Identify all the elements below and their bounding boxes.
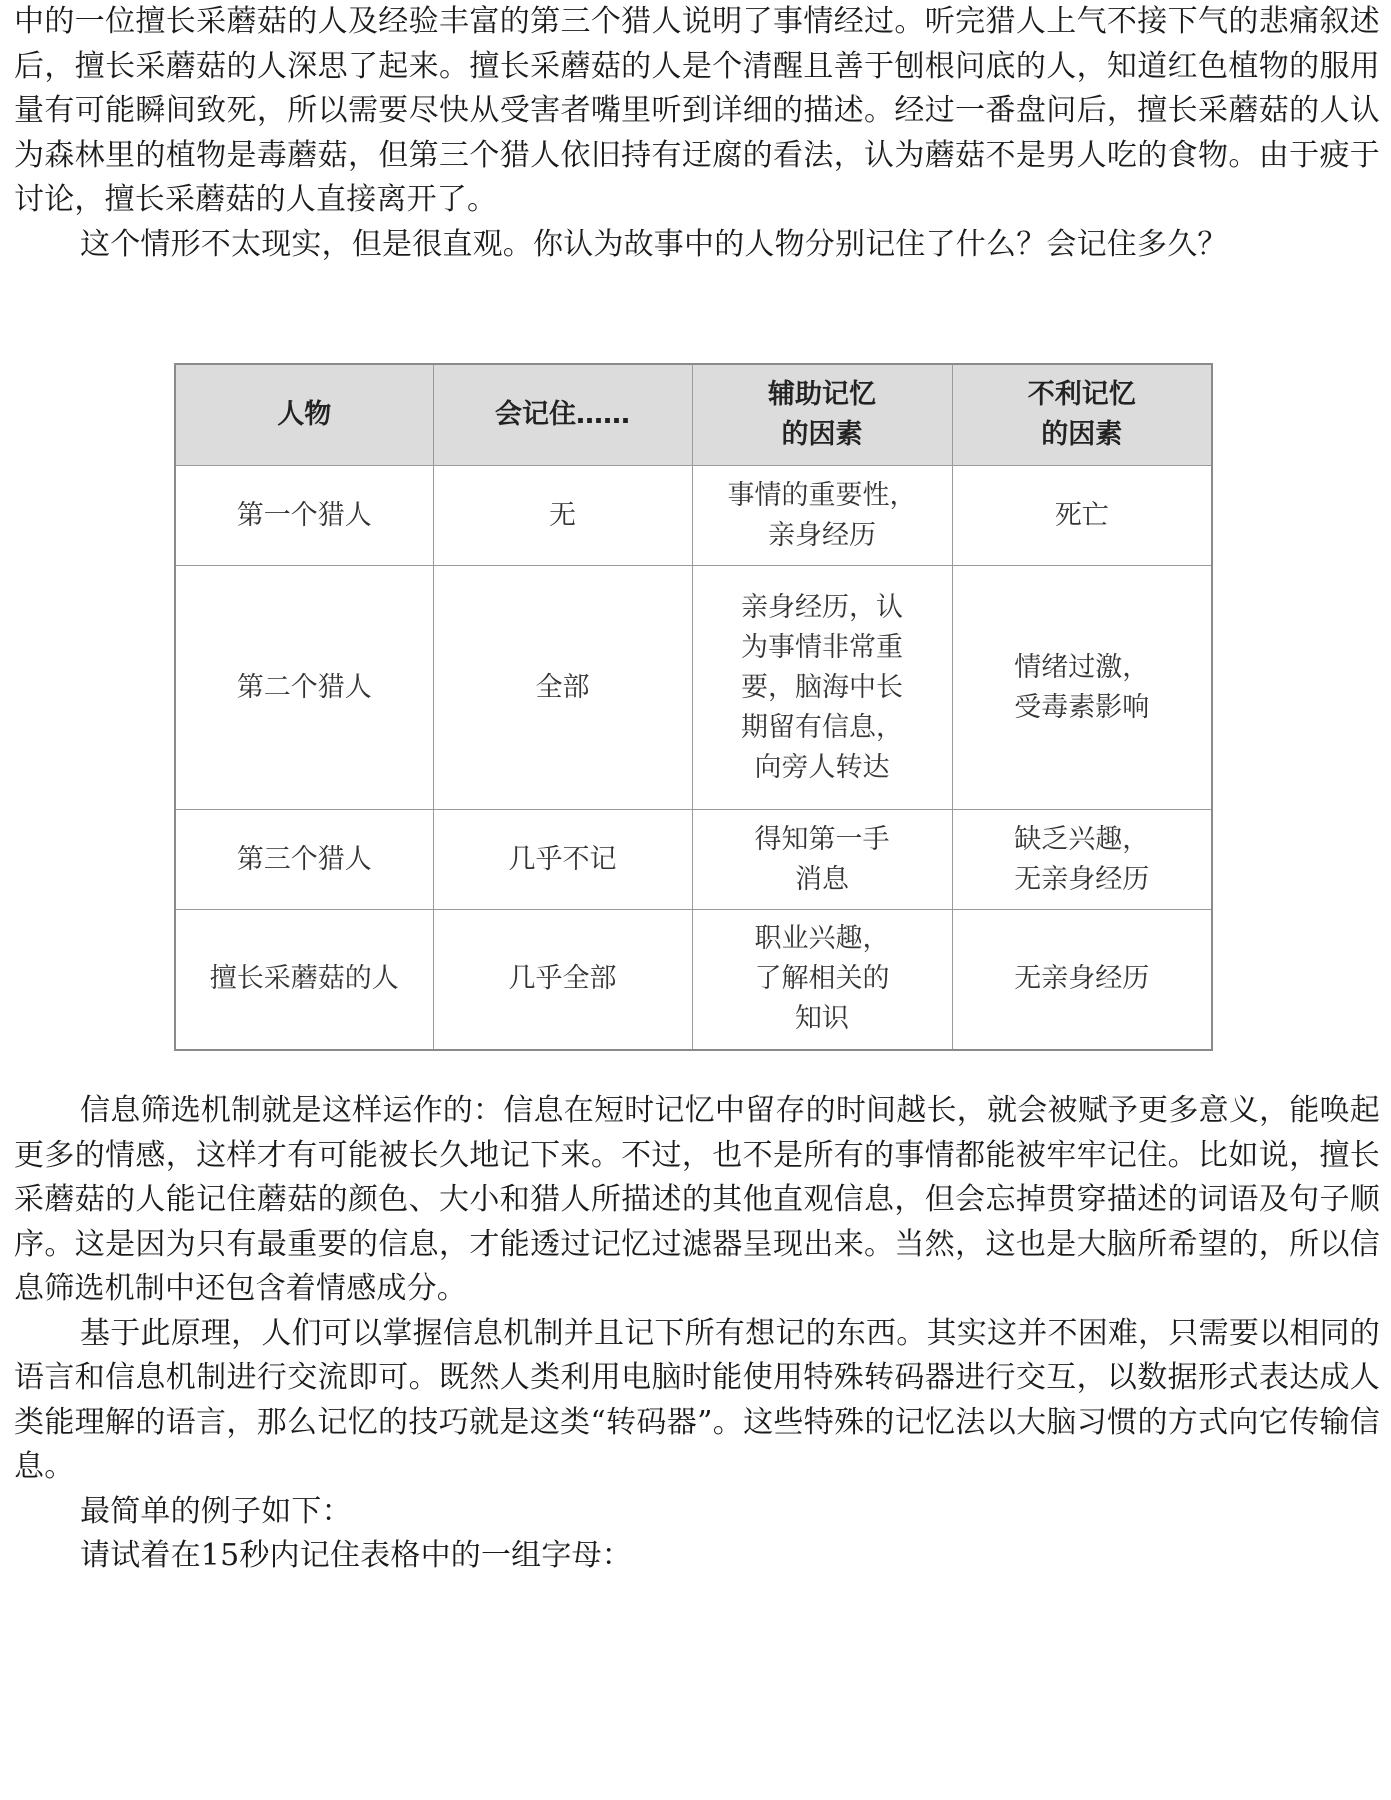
table-cell: 职业兴趣， 了解相关的 知识 bbox=[692, 910, 952, 1050]
table-cell: 全部 bbox=[433, 566, 692, 810]
table-cell: 无亲身经历 bbox=[952, 910, 1212, 1050]
table-cell: 第一个猎人 bbox=[175, 466, 433, 566]
table-cell: 亲身经历，认 为事情非常重 要，脑海中长 期留有信息， 向旁人转达 bbox=[692, 566, 952, 810]
table-row bbox=[175, 466, 1212, 566]
body-paragraph-4: 请试着在15秒内记住表格中的一组字母： bbox=[80, 1538, 632, 1573]
intro-text bbox=[14, 0, 1380, 267]
body-text bbox=[14, 1089, 1380, 1579]
header-harmful-factors: 不利记忆 的因素 bbox=[952, 364, 1212, 466]
table-cell: 几乎不记 bbox=[433, 810, 692, 910]
table-cell: 死亡 bbox=[952, 466, 1212, 566]
table-cell: 无 bbox=[433, 466, 692, 566]
header-character: 人物 bbox=[175, 364, 433, 466]
table-header-row bbox=[175, 364, 1212, 466]
table-cell: 几乎全部 bbox=[433, 910, 692, 1050]
header-remembers: 会记住…… bbox=[433, 364, 692, 466]
table-row bbox=[175, 910, 1212, 1050]
table-cell: 擅长采蘑菇的人 bbox=[175, 910, 433, 1050]
table-row bbox=[175, 810, 1212, 910]
table-cell: 情绪过激， 受毒素影响 bbox=[952, 566, 1212, 810]
table-cell: 事情的重要性， 亲身经历 bbox=[692, 466, 952, 566]
table-row bbox=[175, 566, 1212, 810]
table-cell: 得知第一手 消息 bbox=[692, 810, 952, 910]
intro-paragraph-1: 中的一位擅长采蘑菇的人及经验丰富的第三个猎人说明了事情经过。听完猎人上气不接下气的悲痛叙述后，擅长采蘑菇的人深思了起来。擅长采蘑菇的人是个清醒且善于刨根问底的人，知道红色植物的服用量有可能瞬间致死，所以需要尽快从受害者嘴里听到详细的描述。经过一番盘问后，擅长采蘑菇的人认为森林里的植物是毒蘑菇，但第三个猎人依旧持有迂腐的看法，认为蘑菇不是男人吃的食物。由于疲于讨论，擅长采蘑菇的人直接离开了。 bbox=[14, 4, 1380, 217]
table-cell: 第二个猎人 bbox=[175, 566, 433, 810]
body-paragraph-1: 信息筛选机制就是这样运作的：信息在短时记忆中留存的时间越长，就会被赋予更多意义，能唤起更多的情感，这样才有可能被长久地记下来。不过，也不是所有的事情都能被牢牢记住。比如说，擅长采蘑菇的人能记住蘑菇的颜色、大小和猎人所描述的其他直观信息，但会忘掉贯穿描述的词语及句子顺序。这是因为只有最重要的信息，才能透过记忆过滤器呈现出来。当然，这也是大脑所希望的，所以信息筛选机制中还包含着情感成分。 bbox=[14, 1093, 1380, 1306]
body-paragraph-3: 最简单的例子如下： bbox=[80, 1493, 352, 1529]
intro-paragraph-2: 这个情形不太现实，但是很直观。你认为故事中的人物分别记住了什么？会记住多久？ bbox=[80, 226, 1228, 262]
table bbox=[174, 363, 1213, 1051]
table-cell: 缺乏兴趣， 无亲身经历 bbox=[952, 810, 1212, 910]
table-cell: 第三个猎人 bbox=[175, 810, 433, 910]
header-helpful-factors: 辅助记忆 的因素 bbox=[692, 364, 952, 466]
body-paragraph-2: 基于此原理，人们可以掌握信息机制并且记下所有想记的东西。其实这并不困难，只需要以相同的语言和信息机制进行交流即可。既然人类利用电脑时能使用特殊转码器进行交互，以数据形式表达成人类能理解的语言，那么记忆的技巧就是这类“转码器”。这些特殊的记忆法以大脑习惯的方式向它传输信息。 bbox=[14, 1315, 1380, 1484]
memory-factors-table bbox=[174, 363, 1211, 1051]
